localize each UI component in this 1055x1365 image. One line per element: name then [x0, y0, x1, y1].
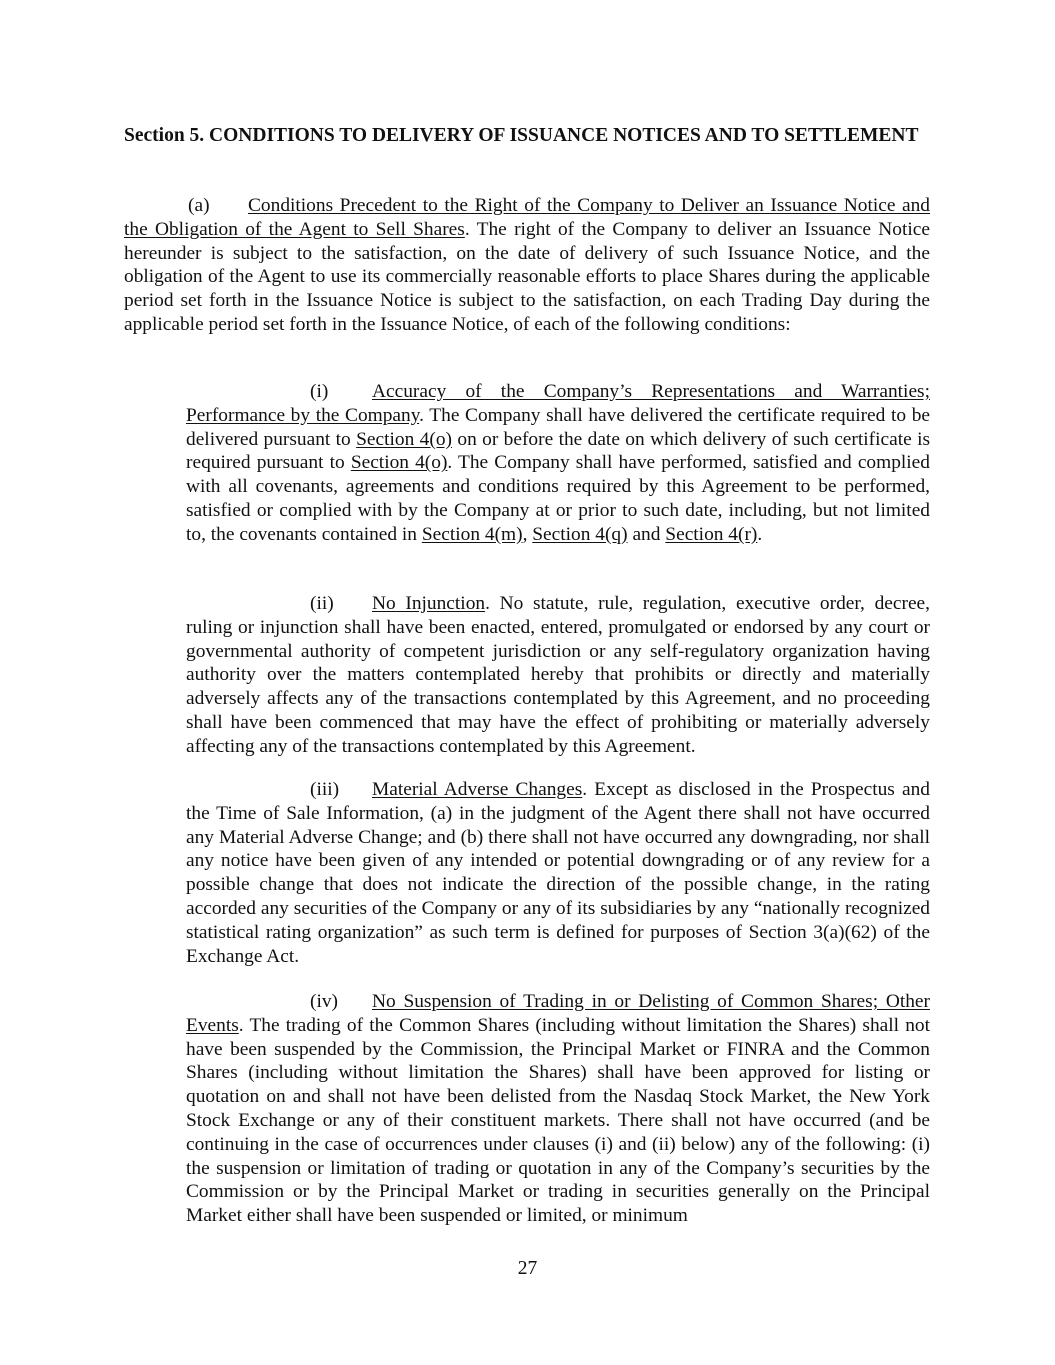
paragraph-i-title: Accuracy of the Company’s Representations and Warranties; Performance by the Company [186, 381, 930, 426]
section-reference: Section 4(m) [421, 523, 523, 545]
paragraph-i-text-6: . [757, 523, 763, 545]
paragraph-a-body: . The right of the Company to deliver an Issuance Notice hereunder is subject to the satisfaction, on the date of delivery of such Issuance Notice, and the obligation of the Agent to use its commercially reasonable efforts to place Shares during the applicable period set forth in the Issuance Notice is subject to the satisfaction, on each Trading Day during the applicable period set forth in the Issuance Notice, of each of the following conditions: [124, 218, 930, 335]
section-reference: Section 4(q) [532, 523, 628, 545]
paragraph-i-text-4: , [522, 523, 533, 545]
section-reference: Section 4(o) [356, 428, 452, 450]
paragraph-iii-title: Material Adverse Changes [372, 779, 583, 800]
paragraph-i-text-1: . The Company shall have delivered the certificate required to be delivered pursuant to [186, 404, 930, 450]
paragraph-iv-number: (iv) [310, 991, 338, 1012]
paragraph-ii-number: (ii) [310, 593, 334, 614]
paragraph-a-number: (a) [188, 195, 210, 216]
paragraph-iv-body: . The trading of the Common Shares (including without limitation the Shares) shall not have been suspended by the Commission, the Principal Market or FINRA and the Common Shares (including without limitation the Shares) shall have been approved for listing or quotation on and shall not have been delisted from the Nasdaq Stock Market, the New York Stock Exchange or any of their constituent markets. There shall not have occurred (and be continuing in the case of occurrences under clauses (i) and (ii) below) any of the following: (i) the suspension or limitation of trading or quotation in any of the Company’s securities by the Commission or by the Principal Market or trading in securities generally on the Principal Market either shall have been suspended or limited, or minimum [186, 1014, 930, 1227]
paragraph-iv-title: No Suspension of Trading in or Delisting of Common Shares; Other Events [186, 991, 930, 1036]
paragraph-ii-title: No Injunction [372, 593, 486, 614]
paragraph-a [124, 194, 930, 337]
paragraph-iv [186, 990, 930, 1228]
paragraph-i-text-5: and [627, 523, 666, 545]
section-reference: Section 4(r) [665, 523, 758, 545]
paragraph-i-text-2: on or before the date on which delivery of such certificate is required pursuant to [186, 428, 931, 474]
paragraph-iii [186, 778, 930, 968]
section-reference: Section 4(o) [350, 452, 448, 474]
section-heading: Section 5. CONDITIONS TO DELIVERY OF ISSUANCE NOTICES AND TO SETTLEMENT [124, 125, 919, 146]
paragraph-ii [186, 592, 930, 759]
paragraph-i [186, 380, 930, 547]
paragraph-i-text-3: . The Company shall have performed, satisfied and complied with all covenants, agreements and conditions required by this Agreement to be performed, satisfied or complied with by the Company at or prior to such date, including, but not limited to, the covenants contained in [186, 452, 930, 545]
paragraph-iii-number: (iii) [310, 779, 340, 800]
paragraph-i-number: (i) [310, 381, 329, 402]
paragraph-a-title: Conditions Precedent to the Right of the Company to Deliver an Issuance Notice and the Obligation of the Agent to Sell Shares [124, 195, 930, 240]
page-number: 27 [517, 1258, 538, 1279]
paragraph-ii-body: . No statute, rule, regulation, executive order, decree, ruling or injunction shall have been enacted, entered, promulgated or endorsed by any court or governmental authority of competent jurisdiction or any self-regulatory organization having authority over the matters contemplated hereby that prohibits or directly and materially adversely affects any of the transactions contemplated by this Agreement, and no proceeding shall have been commenced that may have the effect of prohibiting or materially adversely affecting any of the transactions contemplated by this Agreement. [186, 593, 930, 757]
paragraph-iii-body: . Except as disclosed in the Prospectus and the Time of Sale Information, (a) in the judgment of the Agent there shall not have occurred any Material Adverse Change; and (b) there shall not have occurred any downgrading, nor shall any notice have been given of any intended or potential downgrading or of any review for a possible change that does not indicate the direction of the possible change, in the rating accorded any securities of the Company or any of its subsidiaries by any “nationally recognized statistical rating organization” as such term is defined for purposes of Section 3(a)(62) of the Exchange Act. [186, 779, 930, 967]
